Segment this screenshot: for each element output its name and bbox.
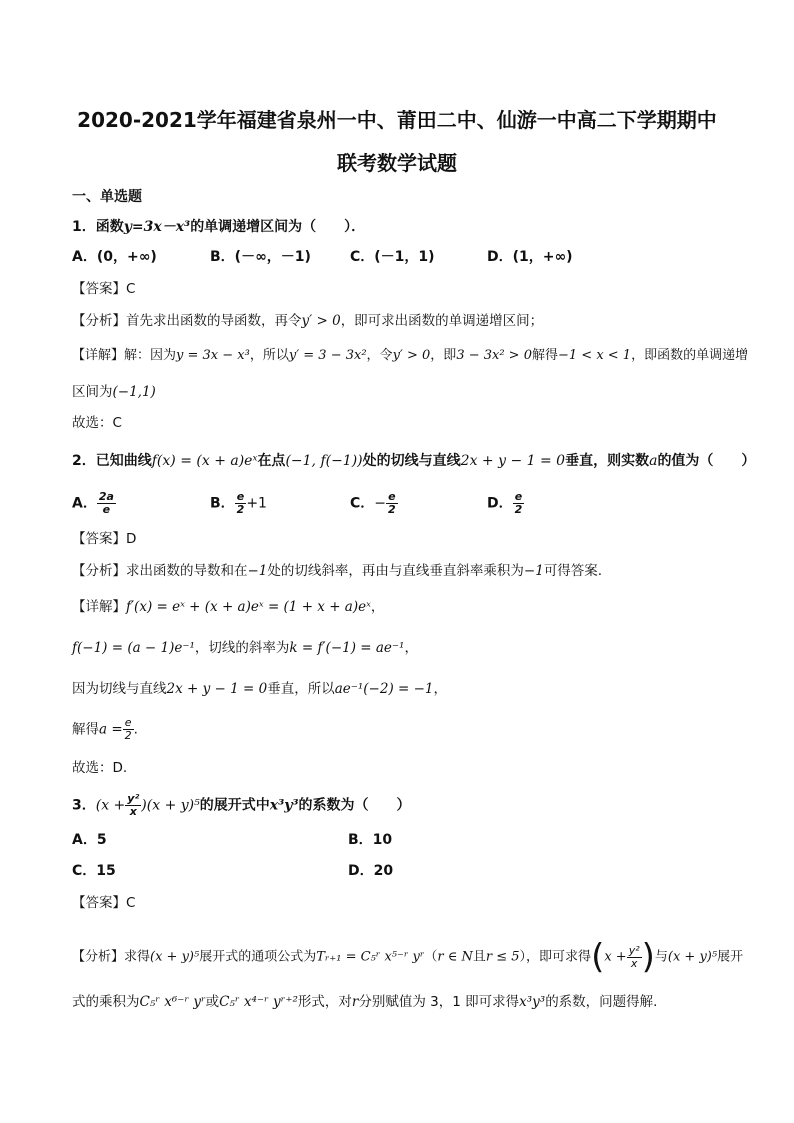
q2-analysis: 【分析】求出函数的导数和在−1处的切线斜率，再由与直线垂直斜率乘积为−1可得答案. <box>72 563 603 579</box>
q3-option-c: C．15 <box>72 863 116 879</box>
q2-option-d: D． $\frac{e}{2}$ <box>487 490 523 516</box>
q1-option-c: C．(－1，1) <box>350 249 435 265</box>
q3-stem: 3．(x + $\frac{\text{y²}}{x}$ )(x + y)⁵的展开式中x³y³的系数为（ ） <box>72 792 411 818</box>
q1-detail: 【详解】解：因为y = 3x − x³，所以y′ = 3 − 3x²，令y′ > 0，即3 − 3x² > 0解得−1 < x < 1，即函数的单调递增 <box>72 348 749 363</box>
section-heading: 一、单选题 <box>72 189 142 205</box>
q2-stem: 2．已知曲线f(x) = (x + a)eˣ在点(−1, f(−1))处的切线与直线2x + y − 1 = 0垂直，则实数a的值为（ ） <box>72 453 756 469</box>
fraction: $\frac{e}{2}$ <box>514 490 523 516</box>
q2-detail-line3: 因为切线与直线2x + y − 1 = 0垂直，所以ae⁻¹(−2) = −1， <box>72 681 448 697</box>
fraction: $\frac{\text{y²}}{x}$ <box>127 792 140 818</box>
q3-option-a: A．5 <box>72 832 107 848</box>
q2-option-b: B． $\frac{e}{2}$ +1 <box>210 490 267 516</box>
doc-title-line1: 2020-2021学年福建省泉州一中、莆田二中、仙游一中高二下学期期中 <box>77 108 717 132</box>
q1-stem: 1．函数y=3x－x³的单调递增区间为（ ）． <box>72 219 366 235</box>
fraction: $\frac{e}{2}$ <box>388 490 396 516</box>
q1-analysis: 【分析】首先求出函数的导函数，再令y′ > 0，即可求出函数的单调递增区间； <box>72 313 544 329</box>
q2-choose: 故选：D. <box>72 760 128 776</box>
q2-option-c: C．− $\frac{e}{2}$ <box>350 490 396 516</box>
q3-answer: 【答案】C <box>72 895 136 911</box>
q1-option-d: D．(1，+∞) <box>487 249 573 265</box>
q1-answer: 【答案】C <box>72 281 136 297</box>
fraction: $\frac{e}{2}$ <box>236 490 245 516</box>
fraction: $\frac{2a}{e}$ <box>98 490 114 516</box>
doc-title-line2: 联考数学试题 <box>337 151 457 175</box>
q2-detail-line4: 解得a = $\frac{e}{2}$ . <box>72 716 138 742</box>
q3-analysis-line2: 式的乘积为C₅ʳ x⁶⁻ʳ yʳ或C₅ʳ x⁴⁻ʳ yʳ⁺²形式，对r分别赋值为 3，1 即可求得x³y³的系数，问题得解. <box>72 994 658 1010</box>
q3-option-d: D．20 <box>348 863 394 879</box>
q3-option-b: B．10 <box>348 832 393 848</box>
q2-option-a: A． $\frac{2a}{e}$ <box>72 490 114 516</box>
q2-detail: 【详解】f′(x) = eˣ + (x + a)eˣ = (1 + x + a)eˣ， <box>72 599 385 615</box>
q2-detail-line2: f(−1) = (a − 1)e⁻¹，切线的斜率为k = f′(−1) = ae⁻¹， <box>72 640 418 656</box>
q1-option-a: A．(0，+∞) <box>72 249 157 265</box>
fraction: $\frac{\text{y²}}{x}$ <box>628 943 640 970</box>
fraction: $\frac{e}{2}$ <box>124 716 132 742</box>
q3-analysis: 【分析】求得(x + y)⁵展开式的通项公式为Tᵣ₊₁ = C₅ʳ x⁵⁻ʳ yʳ（r ∈ N且r ≤ 5），即可求得(x + $\frac{\text{y²}}{x}$ )与(x + y)⁵展开 <box>72 937 744 977</box>
q1-choose: 故选：C <box>72 415 122 431</box>
q2-answer: 【答案】D <box>72 531 137 547</box>
q1-option-b: B．(－∞，－1) <box>210 249 311 265</box>
q1-detail-cont: 区间为(−1,1) <box>72 384 156 400</box>
